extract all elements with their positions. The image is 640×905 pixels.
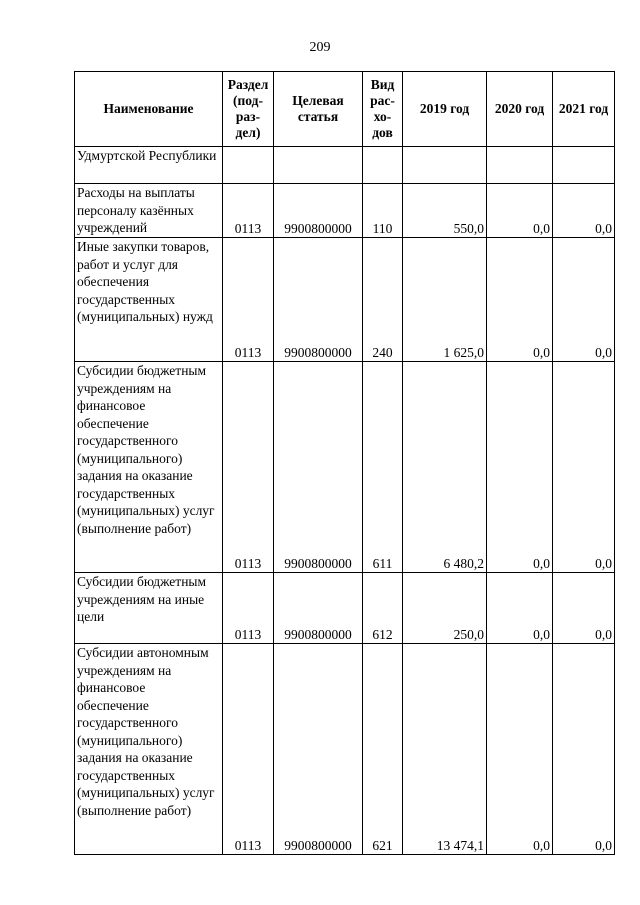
row-name: Удмуртской Республики bbox=[75, 147, 223, 184]
table-row bbox=[75, 573, 615, 644]
header-type: Вид рас-хо-дов bbox=[363, 72, 403, 147]
row-type: 110 bbox=[363, 184, 403, 238]
row-section: 0113 bbox=[223, 573, 274, 644]
row-section: 0113 bbox=[223, 644, 274, 855]
row-type: 240 bbox=[363, 238, 403, 362]
row-2019: 250,0 bbox=[403, 573, 487, 644]
row-2021 bbox=[553, 147, 615, 184]
row-name: Субсидии бюджетным учреждениям на иные цели bbox=[75, 573, 223, 644]
header-2019: 2019 год bbox=[403, 72, 487, 147]
row-name: Субсидии бюджетным учреждениям на финансовое обеспечение государственного (муниципального) задания на оказание государственных (муниципальных) услуг (выполнение работ) bbox=[75, 362, 223, 573]
row-2021: 0,0 bbox=[553, 238, 615, 362]
row-2020: 0,0 bbox=[487, 362, 553, 573]
header-section: Раздел (под-раз-дел) bbox=[223, 72, 274, 147]
row-2021: 0,0 bbox=[553, 573, 615, 644]
row-section: 0113 bbox=[223, 238, 274, 362]
row-2019: 13 474,1 bbox=[403, 644, 487, 855]
row-name: Расходы на выплаты персоналу казённых учреждений bbox=[75, 184, 223, 238]
budget-table bbox=[74, 71, 615, 855]
row-target: 9900800000 bbox=[274, 573, 363, 644]
row-type: 612 bbox=[363, 573, 403, 644]
table-row bbox=[75, 184, 615, 238]
table-row bbox=[75, 147, 615, 184]
row-2019: 1 625,0 bbox=[403, 238, 487, 362]
row-type: 621 bbox=[363, 644, 403, 855]
row-name: Субсидии автономным учреждениям на финансовое обеспечение государственного (муниципального) задания на оказание государственных (муниципальных) услуг (выполнение работ) bbox=[75, 644, 223, 855]
row-target bbox=[274, 147, 363, 184]
row-2021: 0,0 bbox=[553, 644, 615, 855]
header-name: Наименование bbox=[75, 72, 223, 147]
row-2021: 0,0 bbox=[553, 362, 615, 573]
row-name: Иные закупки товаров, работ и услуг для обеспечения государственных (муниципальных) нужд bbox=[75, 238, 223, 362]
table-header-row bbox=[75, 72, 615, 147]
row-2020 bbox=[487, 147, 553, 184]
header-target: Целевая статья bbox=[274, 72, 363, 147]
row-2020: 0,0 bbox=[487, 184, 553, 238]
row-2021: 0,0 bbox=[553, 184, 615, 238]
table-row bbox=[75, 238, 615, 362]
row-2020: 0,0 bbox=[487, 644, 553, 855]
row-target: 9900800000 bbox=[274, 184, 363, 238]
row-type: 611 bbox=[363, 362, 403, 573]
header-2021: 2021 год bbox=[553, 72, 615, 147]
row-target: 9900800000 bbox=[274, 238, 363, 362]
row-section bbox=[223, 147, 274, 184]
row-target: 9900800000 bbox=[274, 644, 363, 855]
row-target: 9900800000 bbox=[274, 362, 363, 573]
row-type bbox=[363, 147, 403, 184]
row-2019: 550,0 bbox=[403, 184, 487, 238]
table-row bbox=[75, 644, 615, 855]
row-section: 0113 bbox=[223, 362, 274, 573]
row-2019: 6 480,2 bbox=[403, 362, 487, 573]
row-section: 0113 bbox=[223, 184, 274, 238]
row-2020: 0,0 bbox=[487, 238, 553, 362]
row-2020: 0,0 bbox=[487, 573, 553, 644]
page-number: 209 bbox=[309, 40, 331, 55]
row-2019 bbox=[403, 147, 487, 184]
header-2020: 2020 год bbox=[487, 72, 553, 147]
table-row bbox=[75, 362, 615, 573]
